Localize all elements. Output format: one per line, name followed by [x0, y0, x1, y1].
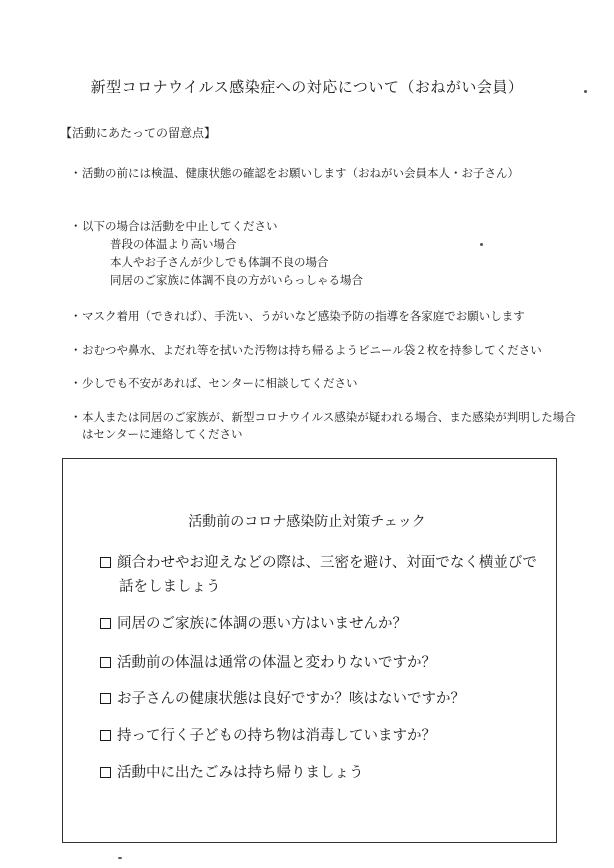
- bullet-marker: ・: [70, 410, 82, 424]
- section-heading: 【活動にあたっての留意点】: [60, 126, 217, 140]
- sub-item: 本人やお子さんが少しでも体調不良の場合: [110, 255, 329, 269]
- checkbox-icon[interactable]: [100, 767, 111, 778]
- checklist-item-label: 顔合わせやお迎えなどの際は、三密を避け、対面でなく横並びで: [117, 555, 537, 571]
- checklist-item: [100, 613, 407, 635]
- bullet-marker: ・: [70, 219, 82, 233]
- checkbox-icon[interactable]: [100, 657, 111, 668]
- scan-speck: [584, 90, 587, 93]
- checkbox-icon[interactable]: [100, 730, 111, 741]
- page-title: 新型コロナウイルス感染症への対応について（おねがい会員）: [90, 78, 524, 96]
- checklist-item-label: 活動前の体温は通常の体温と変わりないですか？: [117, 655, 436, 671]
- checklist-item: [100, 552, 537, 574]
- checklist-item-label: 活動中に出たごみは持ち帰りましょう: [117, 765, 364, 781]
- checklist-item-label: 持って行く子どもの持ち物は消毒していますか？: [117, 728, 436, 744]
- checklist-title: 活動前のコロナ感染防止対策チェック: [188, 514, 426, 530]
- list-item-text: 少しでも不安があれば、センターに相談してください: [82, 376, 358, 390]
- list-item-text: 活動の前には検温、健康状態の確認をお願いします（おねがい会員本人・お子さん）: [82, 166, 519, 180]
- bullet-marker: ・: [70, 343, 82, 357]
- checklist-item: [100, 688, 465, 710]
- checklist-item: [100, 762, 364, 784]
- list-item: [70, 218, 278, 235]
- checkbox-icon[interactable]: [100, 618, 111, 629]
- checklist-item-label: 同居のご家族に体調の悪い方はいませんか？: [117, 616, 407, 632]
- bullet-marker: ・: [70, 309, 82, 323]
- checklist-item-continuation: 話をしましょう: [119, 579, 221, 595]
- checklist-item: [100, 652, 436, 674]
- list-item: [70, 165, 519, 182]
- list-item: [70, 308, 525, 325]
- list-item: [70, 342, 542, 359]
- list-item-text: 以下の場合は活動を中止してください: [82, 219, 278, 233]
- sub-item: 同居のご家族に体調不良の方がいらっしゃる場合: [110, 273, 363, 287]
- checklist-item: [100, 725, 436, 747]
- bullet-marker: ・: [70, 166, 82, 180]
- checkbox-icon[interactable]: [100, 557, 111, 568]
- bullet-marker: ・: [70, 376, 82, 390]
- list-item-text: 本人または同居のご家族が、新型コロナウイルス感染が疑われる場合、また感染が判明した場合: [82, 410, 576, 424]
- checklist-item-label: お子さんの健康状態は良好ですか？咳はないですか？: [117, 691, 465, 707]
- sub-item: 普段の体温より高い場合: [110, 237, 237, 251]
- scan-speck: [480, 243, 483, 246]
- list-item-text: おむつや鼻水、よだれ等を拭いた汚物は持ち帰るようビニール袋２枚を持参してください: [82, 343, 542, 357]
- list-item-continuation: はセンターに連絡してください: [82, 427, 243, 441]
- list-item: [70, 409, 576, 426]
- list-item: [70, 375, 358, 392]
- list-item-text: マスク着用（できれば）、手洗い、うがいなど感染予防の指導を各家庭でお願いします: [82, 309, 525, 323]
- scan-speck: [118, 857, 122, 859]
- checkbox-icon[interactable]: [100, 693, 111, 704]
